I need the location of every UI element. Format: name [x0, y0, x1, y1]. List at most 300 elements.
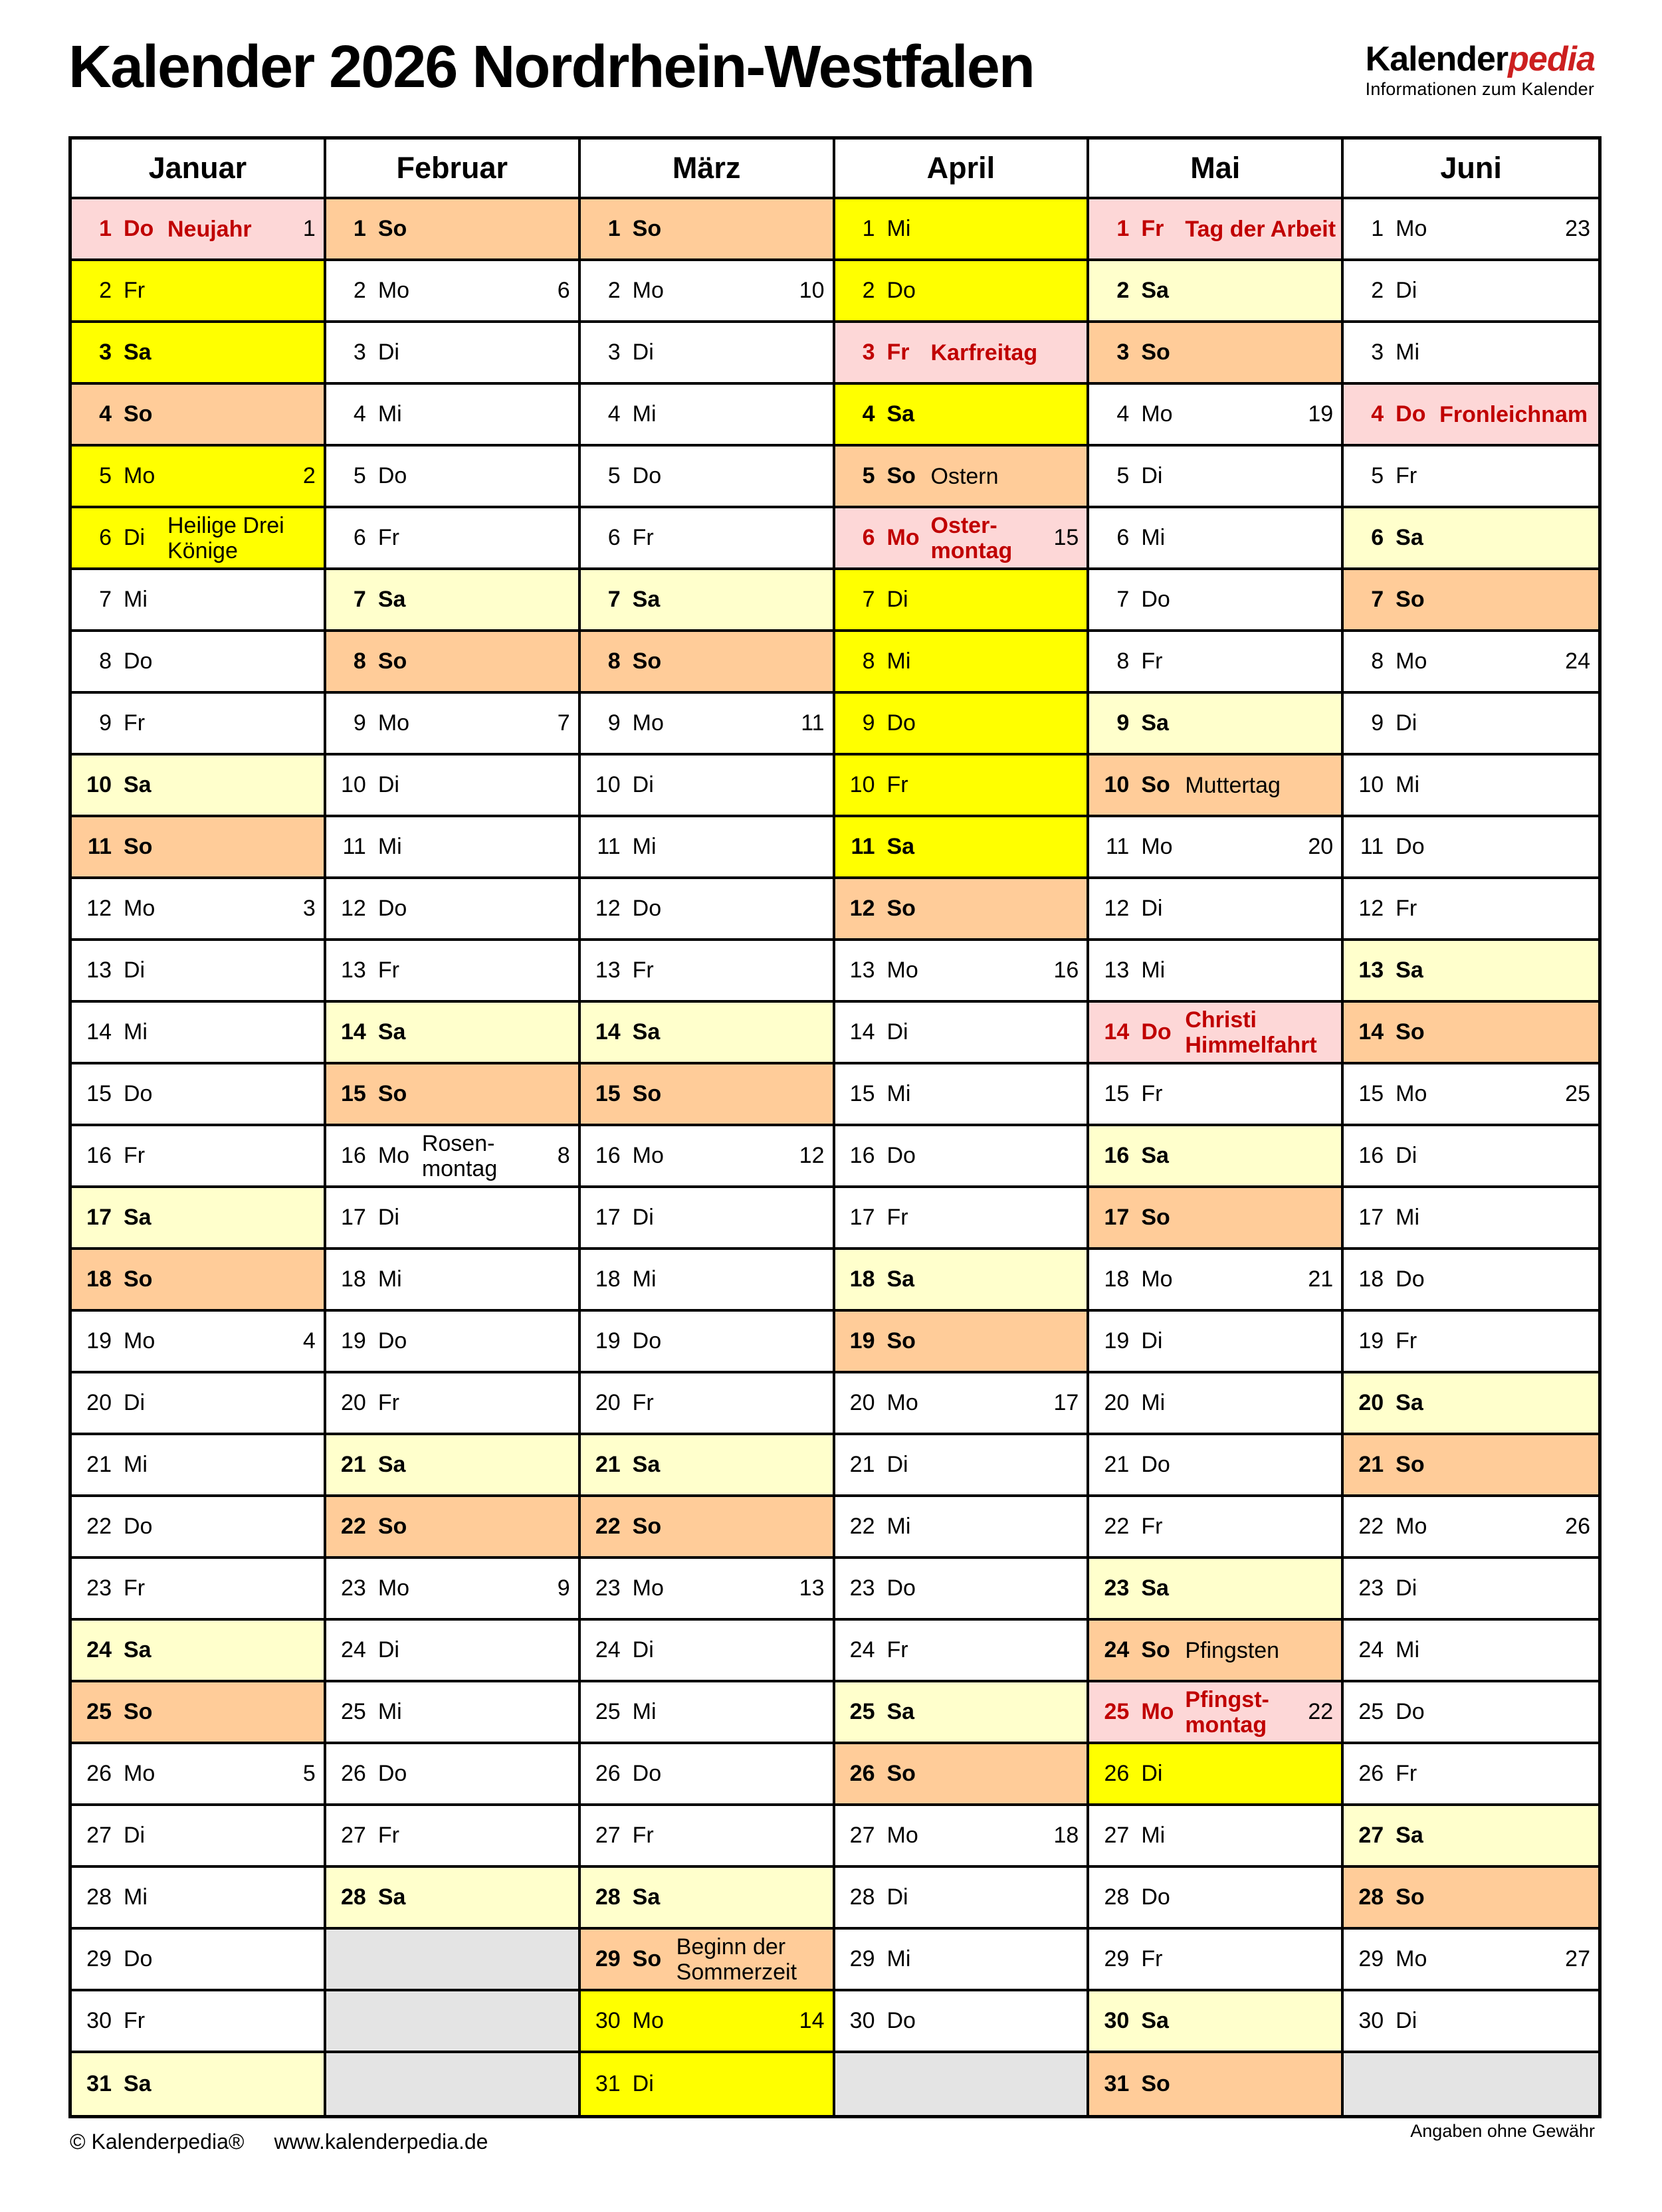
- day-cell-februar-20: [326, 1373, 581, 1435]
- day-cell-januar-19: [72, 1312, 326, 1373]
- day-number: 10: [86, 771, 112, 797]
- day-number: 5: [862, 462, 875, 488]
- weekday-abbrev: Do: [632, 1760, 662, 1786]
- day-number: 28: [849, 1884, 875, 1910]
- day-cell-märz-28: [581, 1868, 835, 1930]
- week-number: 10: [799, 277, 825, 303]
- day-cell-juni-19: [1344, 1312, 1598, 1373]
- day-cell-juni-20: [1344, 1373, 1598, 1435]
- day-number: 2: [607, 277, 621, 303]
- weekday-abbrev: Do: [1396, 833, 1425, 859]
- holiday-note: Heilige Drei Könige: [167, 512, 284, 563]
- day-cell-februar-19: [326, 1312, 581, 1373]
- weekday-abbrev: Mo: [1396, 1946, 1427, 1971]
- weekday-abbrev: Sa: [1396, 1822, 1423, 1848]
- day-number: 3: [1371, 339, 1384, 365]
- weekday-abbrev: Do: [1141, 1019, 1172, 1045]
- day-cell-februar-15: [326, 1064, 581, 1126]
- week-number: 27: [1565, 1946, 1590, 1971]
- day-cell-mai-26: [1089, 1744, 1344, 1806]
- weekday-abbrev: Do: [124, 1946, 153, 1971]
- holiday-note: Tag der Arbeit: [1185, 216, 1336, 242]
- day-cell-märz-19: [581, 1312, 835, 1373]
- weekday-abbrev: Sa: [1141, 277, 1169, 303]
- day-number: 24: [341, 1637, 366, 1662]
- day-number: 30: [849, 2007, 875, 2033]
- weekday-abbrev: So: [124, 1266, 153, 1292]
- day-number: 6: [353, 524, 366, 550]
- day-cell-märz-3: [581, 323, 835, 385]
- month-header-februar: Februar: [326, 140, 581, 199]
- day-cell-juni-9: [1344, 694, 1598, 755]
- day-cell-märz-31: [581, 2053, 835, 2115]
- day-cell-februar-1: [326, 199, 581, 261]
- day-number: 28: [1104, 1884, 1130, 1910]
- weekday-abbrev: Mo: [124, 1328, 156, 1354]
- weekday-abbrev: Mi: [1396, 339, 1420, 365]
- month-header-april: April: [835, 140, 1090, 199]
- day-number: 14: [849, 1019, 875, 1045]
- day-cell-januar-25: [72, 1682, 326, 1744]
- day-number: 22: [1104, 1513, 1130, 1539]
- weekday-abbrev: Do: [886, 1142, 916, 1168]
- day-number: 14: [341, 1019, 366, 1045]
- day-cell-februar-4: [326, 385, 581, 447]
- day-cell-februar-16: [326, 1126, 581, 1188]
- weekday-abbrev: Fr: [1141, 1080, 1163, 1106]
- day-cell-juni-4: [1344, 385, 1598, 447]
- weekday-abbrev: So: [1141, 771, 1170, 797]
- day-number: 26: [849, 1760, 875, 1786]
- weekday-abbrev: Sa: [886, 833, 915, 859]
- week-number: 6: [557, 277, 570, 303]
- day-cell-mai-9: [1089, 694, 1344, 755]
- day-cell-februar-18: [326, 1250, 581, 1312]
- weekday-abbrev: Do: [886, 277, 916, 303]
- day-cell-juni-22: [1344, 1497, 1598, 1559]
- weekday-abbrev: Mi: [1396, 1204, 1420, 1230]
- holiday-note: Fronleichnam: [1439, 401, 1588, 427]
- day-cell-februar-17: [326, 1188, 581, 1250]
- day-number: 15: [1104, 1080, 1130, 1106]
- day-number: 20: [1358, 1389, 1384, 1415]
- weekday-abbrev: Fr: [124, 710, 146, 736]
- day-number: 12: [341, 895, 366, 921]
- weekday-abbrev: Mi: [1141, 957, 1166, 983]
- day-number: 30: [1104, 2007, 1130, 2033]
- weekday-abbrev: So: [1396, 586, 1425, 612]
- weekday-abbrev: So: [377, 1080, 407, 1106]
- weekday-abbrev: So: [377, 648, 407, 674]
- weekday-abbrev: Do: [124, 648, 153, 674]
- day-number: 9: [1116, 710, 1130, 736]
- day-number: 12: [86, 895, 112, 921]
- day-number: 22: [341, 1513, 366, 1539]
- day-number: 24: [1358, 1637, 1384, 1662]
- weekday-abbrev: So: [1141, 1637, 1170, 1662]
- weekday-abbrev: Di: [632, 1204, 654, 1230]
- day-number: 25: [849, 1698, 875, 1724]
- day-number: 10: [595, 771, 621, 797]
- week-number: 23: [1565, 215, 1590, 241]
- day-number: 13: [1104, 957, 1130, 983]
- day-number: 30: [86, 2007, 112, 2033]
- day-cell-märz-20: [581, 1373, 835, 1435]
- day-number: 29: [1358, 1946, 1384, 1971]
- day-cell-märz-11: [581, 817, 835, 879]
- day-number: 20: [849, 1389, 875, 1415]
- day-cell-januar-29: [72, 1930, 326, 1991]
- day-number: 27: [86, 1822, 112, 1848]
- day-cell-juni-16: [1344, 1126, 1598, 1188]
- day-number: 22: [1358, 1513, 1384, 1539]
- day-cell-märz-12: [581, 879, 835, 941]
- day-number: 7: [862, 586, 875, 612]
- weekday-abbrev: Sa: [1396, 1389, 1423, 1415]
- day-number: 8: [99, 648, 112, 674]
- day-number: 13: [1358, 957, 1384, 983]
- weekday-abbrev: So: [1396, 1884, 1425, 1910]
- week-number: 9: [557, 1575, 570, 1601]
- weekday-abbrev: Do: [377, 462, 407, 488]
- day-number: 24: [1104, 1637, 1130, 1662]
- day-number: 14: [595, 1019, 621, 1045]
- weekday-abbrev: Sa: [1141, 2007, 1169, 2033]
- day-number: 18: [86, 1266, 112, 1292]
- day-cell-januar-4: [72, 385, 326, 447]
- day-cell-februar-14: [326, 1003, 581, 1064]
- day-cell-juni-12: [1344, 879, 1598, 941]
- day-cell-januar-17: [72, 1188, 326, 1250]
- weekday-abbrev: So: [377, 215, 407, 241]
- weekday-abbrev: Sa: [377, 1451, 406, 1477]
- weekday-abbrev: Mo: [124, 895, 156, 921]
- day-cell-februar-23: [326, 1559, 581, 1621]
- weekday-abbrev: Mi: [124, 1451, 148, 1477]
- weekday-abbrev: Fr: [124, 1575, 146, 1601]
- weekday-abbrev: Fr: [632, 1822, 654, 1848]
- day-cell-april-17: [835, 1188, 1090, 1250]
- weekday-abbrev: Fr: [632, 957, 654, 983]
- day-number: 11: [1360, 833, 1384, 859]
- weekday-abbrev: Mi: [377, 401, 402, 427]
- holiday-note: Beginn der Sommerzeit: [676, 1934, 797, 1985]
- day-cell-april-9: [835, 694, 1090, 755]
- day-number: 10: [341, 771, 366, 797]
- month-header-mai: Mai: [1089, 140, 1344, 199]
- day-number: 21: [595, 1451, 621, 1477]
- weekday-abbrev: Mo: [632, 277, 664, 303]
- day-number: 13: [341, 957, 366, 983]
- weekday-abbrev: Fr: [124, 1142, 146, 1168]
- week-number: 2: [302, 462, 316, 488]
- month-header-juni: Juni: [1344, 140, 1598, 199]
- day-cell-april-23: [835, 1559, 1090, 1621]
- day-cell-februar-24: [326, 1621, 581, 1682]
- day-cell-juni-5: [1344, 447, 1598, 508]
- weekday-abbrev: Mo: [886, 524, 920, 550]
- day-number: 2: [1371, 277, 1384, 303]
- day-cell-märz-6: [581, 508, 835, 570]
- website-link[interactable]: www.kalenderpedia.de: [274, 2130, 488, 2154]
- day-cell-märz-2: [581, 261, 835, 323]
- day-number: 6: [1371, 524, 1384, 550]
- day-number: 13: [86, 957, 112, 983]
- day-cell-juni-7: [1344, 570, 1598, 632]
- day-number: 22: [86, 1513, 112, 1539]
- day-cell-januar-30: [72, 1991, 326, 2053]
- day-number: 8: [607, 648, 621, 674]
- day-cell-februar-22: [326, 1497, 581, 1559]
- day-number: 2: [1116, 277, 1130, 303]
- day-number: 13: [595, 957, 621, 983]
- weekday-abbrev: So: [632, 1946, 662, 1971]
- weekday-abbrev: Sa: [377, 586, 406, 612]
- weekday-abbrev: Fr: [886, 1637, 908, 1662]
- weekday-abbrev: Mo: [377, 1575, 410, 1601]
- day-cell-april-20: [835, 1373, 1090, 1435]
- weekday-abbrev: Sa: [886, 1698, 915, 1724]
- day-cell-april-28: [835, 1868, 1090, 1930]
- weekday-abbrev: Mo: [1396, 215, 1427, 241]
- day-number: 8: [1116, 648, 1130, 674]
- weekday-abbrev: Mi: [377, 1266, 402, 1292]
- weekday-abbrev: Sa: [632, 586, 661, 612]
- weekday-abbrev: So: [886, 462, 916, 488]
- day-number: 5: [1116, 462, 1130, 488]
- day-number: 24: [86, 1637, 112, 1662]
- day-number: 19: [595, 1328, 621, 1354]
- week-number: 21: [1308, 1266, 1334, 1292]
- weekday-abbrev: Fr: [886, 339, 910, 365]
- day-number: 1: [353, 215, 366, 241]
- day-number: 11: [342, 833, 366, 859]
- day-number: 21: [341, 1451, 366, 1477]
- weekday-abbrev: Mi: [1396, 771, 1420, 797]
- day-cell-mai-25: [1089, 1682, 1344, 1744]
- day-cell-märz-30: [581, 1991, 835, 2053]
- logo-subtitle: Informationen zum Kalender: [1365, 78, 1595, 99]
- weekday-abbrev: Fr: [1396, 1760, 1417, 1786]
- day-number: 2: [353, 277, 366, 303]
- day-cell-juni-29: [1344, 1930, 1598, 1991]
- day-number: 16: [1358, 1142, 1384, 1168]
- day-number: 16: [849, 1142, 875, 1168]
- day-cell-april-27: [835, 1806, 1090, 1868]
- weekday-abbrev: Mo: [377, 710, 410, 736]
- day-number: 1: [99, 215, 112, 241]
- weekday-abbrev: Sa: [1141, 1142, 1169, 1168]
- day-cell-april-26: [835, 1744, 1090, 1806]
- weekday-abbrev: Do: [1141, 586, 1170, 612]
- day-cell-märz-25: [581, 1682, 835, 1744]
- day-cell-januar-15: [72, 1064, 326, 1126]
- day-cell-april-13: [835, 941, 1090, 1003]
- footer-disclaimer: Angaben ohne Gewähr: [1410, 2121, 1595, 2141]
- week-number: 1: [302, 215, 316, 241]
- day-cell-märz-15: [581, 1064, 835, 1126]
- week-number: 3: [302, 895, 316, 921]
- weekday-abbrev: Mi: [1141, 524, 1166, 550]
- weekday-abbrev: Mi: [886, 1513, 911, 1539]
- day-cell-februar-28: [326, 1868, 581, 1930]
- day-cell-mai-5: [1089, 447, 1344, 508]
- day-number: 18: [341, 1266, 366, 1292]
- week-number: 16: [1053, 957, 1079, 983]
- day-number: 21: [86, 1451, 112, 1477]
- weekday-abbrev: Do: [124, 1513, 153, 1539]
- day-number: 25: [1358, 1698, 1384, 1724]
- day-number: 20: [341, 1389, 366, 1415]
- day-cell-juni-13: [1344, 941, 1598, 1003]
- day-number: 11: [851, 833, 875, 859]
- day-number: 24: [849, 1637, 875, 1662]
- day-cell-februar-21: [326, 1435, 581, 1497]
- weekday-abbrev: Mi: [1141, 1389, 1166, 1415]
- weekday-abbrev: Mo: [886, 957, 918, 983]
- day-cell-februar-5: [326, 447, 581, 508]
- weekday-abbrev: So: [124, 401, 153, 427]
- weekday-abbrev: Mo: [1141, 401, 1173, 427]
- weekday-abbrev: Mi: [632, 1266, 657, 1292]
- weekday-abbrev: Do: [1396, 1698, 1425, 1724]
- day-cell-april-1: [835, 199, 1090, 261]
- day-cell-februar-8: [326, 632, 581, 694]
- weekday-abbrev: Fr: [632, 1389, 654, 1415]
- day-cell-februar-11: [326, 817, 581, 879]
- day-cell-mai-7: [1089, 570, 1344, 632]
- day-number: 17: [1104, 1204, 1130, 1230]
- day-number: 26: [341, 1760, 366, 1786]
- weekday-abbrev: Sa: [124, 2070, 152, 2096]
- day-number: 20: [86, 1389, 112, 1415]
- day-cell-april-11: [835, 817, 1090, 879]
- day-cell-mai-2: [1089, 261, 1344, 323]
- week-number: 19: [1308, 401, 1334, 427]
- day-number: 12: [1104, 895, 1130, 921]
- month-header-märz: März: [581, 140, 835, 199]
- week-number: 5: [302, 1760, 316, 1786]
- day-number: 15: [341, 1080, 366, 1106]
- weekday-abbrev: Di: [632, 1637, 654, 1662]
- weekday-abbrev: Mo: [1141, 1698, 1174, 1724]
- day-number: 25: [595, 1698, 621, 1724]
- holiday-note: Christi Himmelfahrt: [1185, 1007, 1317, 1058]
- weekday-abbrev: So: [1396, 1451, 1425, 1477]
- day-cell-januar-21: [72, 1435, 326, 1497]
- day-number: 7: [1371, 586, 1384, 612]
- weekday-abbrev: Mi: [886, 1080, 911, 1106]
- day-number: 23: [849, 1575, 875, 1601]
- weekday-abbrev: Do: [1396, 1266, 1425, 1292]
- day-number: 11: [1106, 833, 1130, 859]
- day-cell-märz-26: [581, 1744, 835, 1806]
- day-number: 3: [353, 339, 366, 365]
- day-number: 3: [1116, 339, 1130, 365]
- day-number: 18: [1358, 1266, 1384, 1292]
- day-number: 29: [86, 1946, 112, 1971]
- day-cell-mai-18: [1089, 1250, 1344, 1312]
- weekday-abbrev: Sa: [886, 1266, 915, 1292]
- day-cell-april-24: [835, 1621, 1090, 1682]
- week-number: 24: [1565, 648, 1590, 674]
- day-cell-januar-10: [72, 755, 326, 817]
- weekday-abbrev: Mo: [886, 1389, 918, 1415]
- day-number: 7: [99, 586, 112, 612]
- day-cell-juni-11: [1344, 817, 1598, 879]
- weekday-abbrev: Sa: [632, 1451, 661, 1477]
- day-cell-januar-22: [72, 1497, 326, 1559]
- weekday-abbrev: Sa: [124, 1637, 152, 1662]
- day-number: 21: [1104, 1451, 1130, 1477]
- day-cell-januar-1: [72, 199, 326, 261]
- weekday-abbrev: Mi: [886, 1946, 911, 1971]
- day-number: 15: [1358, 1080, 1384, 1106]
- weekday-abbrev: Sa: [377, 1019, 406, 1045]
- day-cell-januar-24: [72, 1621, 326, 1682]
- day-cell-märz-10: [581, 755, 835, 817]
- weekday-abbrev: Do: [1141, 1884, 1170, 1910]
- weekday-abbrev: Mi: [124, 586, 148, 612]
- day-cell-januar-18: [72, 1250, 326, 1312]
- day-cell-januar-12: [72, 879, 326, 941]
- day-cell-mai-13: [1089, 941, 1344, 1003]
- day-cell-mai-1: [1089, 199, 1344, 261]
- week-number: 20: [1308, 833, 1334, 859]
- day-number: 1: [1116, 215, 1130, 241]
- day-number: 29: [595, 1946, 621, 1971]
- day-cell-april-4: [835, 385, 1090, 447]
- weekday-abbrev: So: [632, 215, 662, 241]
- day-number: 31: [86, 2070, 112, 2096]
- weekday-abbrev: Mo: [886, 1822, 918, 1848]
- day-number: 14: [86, 1019, 112, 1045]
- weekday-abbrev: Do: [1141, 1451, 1170, 1477]
- day-number: 15: [595, 1080, 621, 1106]
- weekday-abbrev: So: [1141, 2070, 1170, 2096]
- empty-cell-april-31: [835, 2053, 1090, 2115]
- day-cell-juni-23: [1344, 1559, 1598, 1621]
- weekday-abbrev: Di: [377, 1204, 399, 1230]
- day-cell-juni-3: [1344, 323, 1598, 385]
- weekday-abbrev: Di: [886, 586, 908, 612]
- weekday-abbrev: Fr: [1141, 215, 1164, 241]
- day-cell-mai-23: [1089, 1559, 1344, 1621]
- day-number: 13: [849, 957, 875, 983]
- weekday-abbrev: Mo: [1141, 1266, 1173, 1292]
- day-cell-juni-26: [1344, 1744, 1598, 1806]
- day-cell-februar-3: [326, 323, 581, 385]
- day-number: 27: [849, 1822, 875, 1848]
- weekday-abbrev: Mo: [632, 1142, 664, 1168]
- empty-cell-juni-31: [1344, 2053, 1598, 2115]
- weekday-abbrev: Di: [1141, 895, 1163, 921]
- weekday-abbrev: Di: [1396, 277, 1417, 303]
- day-cell-mai-4: [1089, 385, 1344, 447]
- day-number: 21: [849, 1451, 875, 1477]
- day-cell-märz-29: [581, 1930, 835, 1991]
- day-cell-juni-30: [1344, 1991, 1598, 2053]
- day-number: 4: [607, 401, 621, 427]
- day-cell-januar-3: [72, 323, 326, 385]
- day-number: 15: [849, 1080, 875, 1106]
- week-number: 4: [302, 1328, 316, 1354]
- weekday-abbrev: Di: [1396, 1142, 1417, 1168]
- day-number: 16: [341, 1142, 366, 1168]
- day-cell-april-7: [835, 570, 1090, 632]
- holiday-note: Karfreitag: [930, 340, 1038, 365]
- day-number: 4: [862, 401, 875, 427]
